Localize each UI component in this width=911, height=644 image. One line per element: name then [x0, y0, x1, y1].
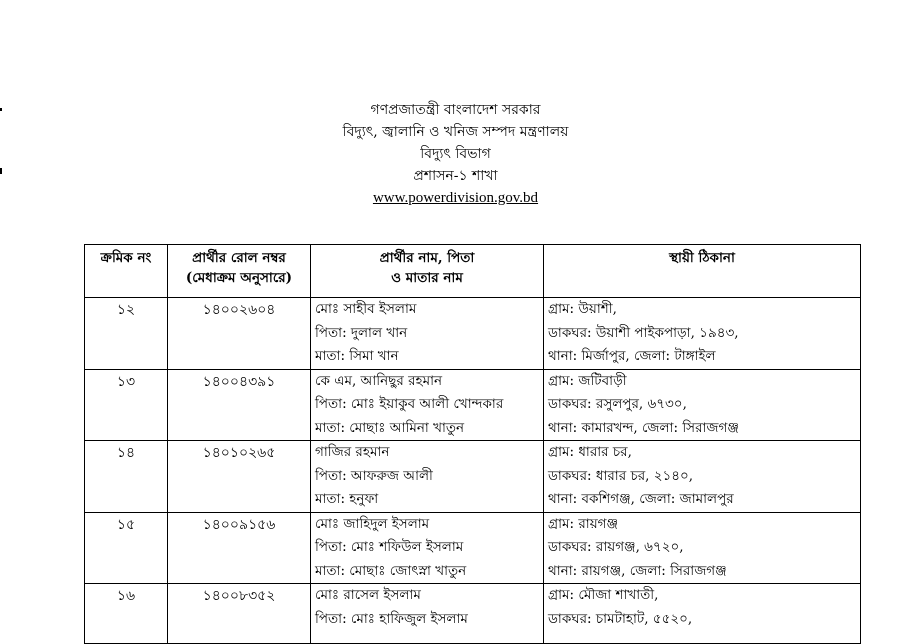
- candidate-name: মোঃ জাহিদুল ইসলাম: [315, 515, 430, 532]
- father-name: পিতা: মোঃ ইয়াকুব আলী খোন্দকার: [315, 396, 504, 412]
- table-row: [85, 584, 861, 644]
- name-cell: [311, 369, 544, 441]
- father-name: পিতা: মোঃ হাফিজুল ইসলাম: [315, 610, 468, 627]
- roll-cell: ১৪০১০২৬৫: [168, 441, 311, 513]
- mother-name: মাতা: হনুফা: [315, 491, 379, 507]
- candidate-name: মোঃ রাসেল ইসলাম: [315, 587, 421, 603]
- candidate-table: [84, 244, 861, 644]
- serial-cell: ১২: [85, 298, 168, 370]
- mother-name: মাতা: মোছাঃ আমিনা খাতুন: [315, 419, 465, 436]
- address-post: ডাকঘর: ধারার চর, ২১৪০,: [548, 467, 694, 484]
- ministry-title: বিদ্যুৎ, জ্বালানি ও খনিজ সম্পদ মন্ত্রণালয়: [342, 124, 569, 140]
- address-district: থানা: রায়গঞ্জ, জেলা: সিরাজগঞ্জ: [548, 562, 727, 579]
- address-post: ডাকঘর: উয়াশী পাইকপাড়া, ১৯৪৩,: [548, 324, 739, 341]
- header-name-label: প্রার্থীর নাম, পিতা: [379, 250, 475, 266]
- header-roll: [168, 245, 311, 298]
- name-cell: [311, 584, 544, 644]
- document-header: [0, 99, 911, 209]
- address-post: ডাকঘর: চামটাহাট, ৫৫২০,: [548, 610, 693, 627]
- mother-name: মাতা: সিমা খান: [315, 348, 399, 364]
- header-address-label: স্থায়ী ঠিকানা: [669, 250, 735, 266]
- header-name-sublabel: ও মাতার নাম: [391, 270, 463, 286]
- roll-cell: ১৪০০৮৩৫২: [168, 584, 311, 644]
- name-cell: [311, 512, 544, 584]
- candidate-name: মোঃ সাহীব ইসলাম: [315, 301, 417, 317]
- table-header-row: [85, 245, 861, 298]
- address-village: গ্রাম: জটিবাড়ী: [548, 372, 627, 389]
- roll-cell: ১৪০০৪৩৯১: [168, 369, 311, 441]
- serial-cell: ১৩: [85, 369, 168, 441]
- table-row: [85, 298, 861, 370]
- serial-cell: ১৫: [85, 512, 168, 584]
- header-name: [311, 245, 544, 298]
- address-village: গ্রাম: মৌজা শাখাতী,: [548, 587, 659, 603]
- table-row: [85, 441, 861, 513]
- address-district: থানা: মির্জাপুর, জেলা: টাঙ্গাইল: [548, 348, 716, 364]
- father-name: পিতা: দুলাল খান: [315, 324, 408, 341]
- address-post: ডাকঘর: রায়গঞ্জ, ৬৭২০,: [548, 539, 684, 555]
- serial-cell: ১৪: [85, 441, 168, 513]
- name-cell: [311, 298, 544, 370]
- header-roll-label: প্রার্থীর রোল নম্বর: [192, 250, 286, 266]
- header-roll-sublabel: (মেধাক্রম অনুসারে): [185, 270, 293, 286]
- address-district: থানা: কামারখন্দ, জেলা: সিরাজগঞ্জ: [548, 419, 739, 436]
- father-name: পিতা: মোঃ শফিউল ইসলাম: [315, 539, 464, 555]
- serial-cell: ১৬: [85, 584, 168, 644]
- candidate-name: গাজির রহমান: [315, 444, 390, 460]
- division-title: বিদ্যুৎ বিভাগ: [420, 146, 491, 162]
- father-name: পিতা: আফরুজ আলী: [315, 467, 433, 484]
- address-village: গ্রাম: রায়গঞ্জ: [548, 515, 619, 532]
- header-address: [544, 245, 861, 298]
- address-district: থানা: বকশিগঞ্জ, জেলা: জামালপুর: [548, 491, 734, 507]
- address-village: গ্রাম: ধারার চর,: [548, 444, 632, 460]
- address-cell: [544, 369, 861, 441]
- table-row: [85, 369, 861, 441]
- table-row: [85, 512, 861, 584]
- header-serial-label: ক্রমিক নং: [100, 250, 152, 266]
- name-cell: [311, 441, 544, 513]
- roll-cell: ১৪০০৯১৫৬: [168, 512, 311, 584]
- roll-cell: ১৪০০২৬০৪: [168, 298, 311, 370]
- address-cell: [544, 298, 861, 370]
- candidate-name: কে এম, আনিছুর রহমান: [315, 372, 443, 389]
- address-cell: [544, 512, 861, 584]
- address-cell: [544, 584, 861, 644]
- header-serial: [85, 245, 168, 298]
- address-village: গ্রাম: উয়াশী,: [548, 301, 617, 317]
- branch-title: প্রশাসন-১ শাখা: [413, 168, 498, 184]
- address-post: ডাকঘর: রসুলপুর, ৬৭৩০,: [548, 396, 687, 412]
- website-link[interactable]: www.powerdivision.gov.bd: [372, 190, 539, 206]
- government-title: গণপ্রজাতন্ত্রী বাংলাদেশ সরকার: [370, 102, 541, 118]
- address-cell: [544, 441, 861, 513]
- mother-name: মাতা: মোছাঃ জোৎস্না খাতুন: [315, 562, 467, 579]
